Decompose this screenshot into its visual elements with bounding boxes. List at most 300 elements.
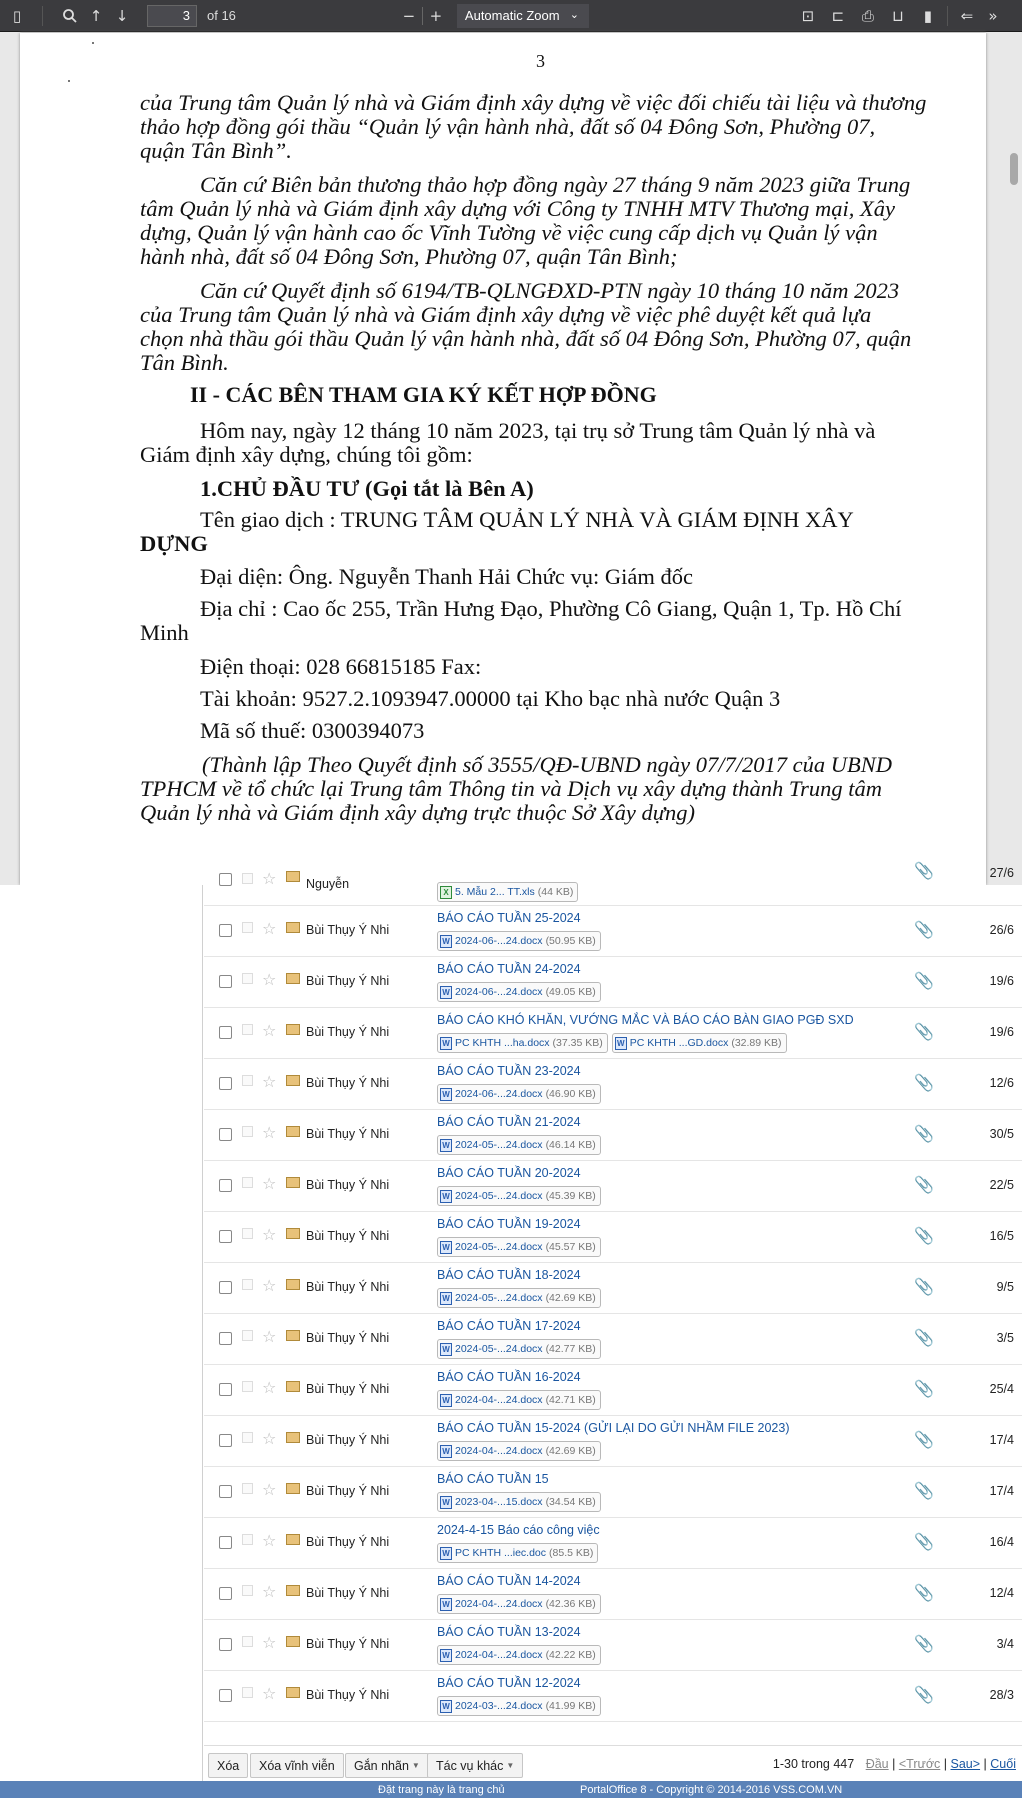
flag-icon[interactable] <box>242 922 253 933</box>
row-checkbox[interactable] <box>219 1179 232 1192</box>
paperclip-icon: 📎 <box>914 1073 934 1092</box>
row-checkbox[interactable] <box>219 1536 232 1549</box>
table-row[interactable] <box>204 1110 1022 1161</box>
star-icon[interactable]: ☆ <box>262 869 277 888</box>
sender-name: Nguyễn <box>306 877 350 891</box>
sender-name: Bùi Thụy Ý Nhi <box>306 1637 390 1651</box>
sender-name: Bùi Thụy Ý Nhi <box>306 1076 390 1090</box>
envelope-icon <box>286 1279 300 1290</box>
attachment-size: (42.69 KB) <box>545 1292 596 1304</box>
message-date: 30/5 <box>989 1127 1014 1141</box>
attachment-list <box>437 1339 601 1359</box>
row-checkbox[interactable] <box>219 1485 232 1498</box>
flag-icon[interactable] <box>242 1228 253 1239</box>
message-subject[interactable]: BÁO CÁO TUẦN 18-2024 <box>437 1268 581 1282</box>
table-row[interactable] <box>204 1212 1022 1263</box>
sender-name: Bùi Thụy Ý Nhi <box>306 923 390 937</box>
flag-icon[interactable] <box>242 1024 253 1035</box>
list-action-bar <box>204 1745 1022 1781</box>
table-row[interactable] <box>204 1161 1022 1212</box>
word-file-icon: W <box>440 1343 452 1356</box>
message-subject[interactable]: BÁO CÁO TUẦN 15-2024 (GỬI LẠI DO GỬI NHẦM FILE 2023) <box>437 1421 790 1435</box>
attachment-list <box>437 1543 598 1563</box>
attachment-list <box>437 1441 601 1461</box>
envelope-icon <box>286 1432 300 1443</box>
attachment-size: (42.36 KB) <box>545 1598 596 1610</box>
sender-name: Bùi Thụy Ý Nhi <box>306 1178 390 1192</box>
copyright-text: PortalOffice 8 - Copyright © 2014-2016 VSS.COM.VN <box>580 1783 843 1796</box>
flag-icon[interactable] <box>242 1636 253 1647</box>
sender-name: Bùi Thụy Ý Nhi <box>306 1535 390 1549</box>
attachment-size: (50.95 KB) <box>545 935 596 947</box>
attachment-name: 2024-06-...24.docx <box>455 1088 543 1100</box>
attachment-size: (44 KB) <box>537 886 574 898</box>
attachment-chip[interactable] <box>437 882 578 902</box>
attachment-name: 2024-03-...24.docx <box>455 1700 543 1712</box>
row-checkbox[interactable] <box>219 1332 232 1345</box>
zoom-out-icon[interactable]: − <box>402 6 416 25</box>
row-checkbox[interactable] <box>219 1689 232 1702</box>
document-line: Mã số thuế: 0300394073 <box>200 718 425 743</box>
star-icon[interactable]: ☆ <box>262 1327 277 1346</box>
message-date: 3/5 <box>996 1331 1014 1345</box>
sender-name: Bùi Thụy Ý Nhi <box>306 1127 390 1141</box>
word-file-icon: W <box>440 1241 452 1254</box>
star-icon[interactable]: ☆ <box>262 1225 277 1244</box>
word-file-icon: W <box>440 1394 452 1407</box>
sender-name: Bùi Thụy Ý Nhi <box>306 1280 390 1294</box>
print-icon[interactable]: ⎙ <box>861 6 874 25</box>
flag-icon[interactable] <box>242 1279 253 1290</box>
attachment-chip[interactable] <box>437 1390 601 1410</box>
attachment-chip[interactable] <box>437 1033 608 1053</box>
star-icon[interactable]: ☆ <box>262 1123 277 1142</box>
pdf-scrollbar[interactable] <box>1005 33 1022 885</box>
message-date: 16/4 <box>989 1535 1014 1549</box>
flag-icon[interactable] <box>242 1381 253 1392</box>
envelope-icon <box>286 1381 300 1392</box>
pdf-page <box>20 33 986 885</box>
flag-icon[interactable] <box>242 1177 253 1188</box>
attachment-list <box>437 931 601 951</box>
table-row[interactable] <box>204 1671 1022 1722</box>
attachment-chip[interactable] <box>437 1237 601 1257</box>
message-date: 17/4 <box>989 1484 1014 1498</box>
caret-down-icon: ▼ <box>411 1761 420 1770</box>
pdf-page-area <box>0 33 1022 885</box>
document-line: Căn cứ Quyết định số 6194/TB-QLNGĐXD-PTN ngày 10 tháng 10 năm 2023 <box>200 278 900 303</box>
attachment-list <box>437 1084 601 1104</box>
table-row[interactable] <box>204 1263 1022 1314</box>
attachment-size: (45.39 KB) <box>545 1190 596 1202</box>
message-subject[interactable]: BÁO CÁO TUẦN 16-2024 <box>437 1370 581 1384</box>
star-icon[interactable]: ☆ <box>262 1633 277 1652</box>
word-file-icon: W <box>440 1190 452 1203</box>
table-row[interactable] <box>204 1518 1022 1569</box>
message-date: 27/6 <box>989 866 1014 880</box>
set-homepage-link[interactable]: Đặt trang này là trang chủ <box>378 1783 505 1796</box>
message-date: 22/5 <box>989 1178 1014 1192</box>
scan-speck <box>68 80 70 82</box>
message-subject[interactable]: BÁO CÁO TUẦN 12-2024 <box>437 1676 581 1690</box>
envelope-icon <box>286 922 300 933</box>
attachment-size: (41.99 KB) <box>545 1700 596 1712</box>
table-row[interactable] <box>204 906 1022 957</box>
chevron-down-icon: ⌄ <box>569 8 579 21</box>
attachment-size: (34.54 KB) <box>545 1496 596 1508</box>
attachment-list <box>437 1186 601 1206</box>
row-checkbox[interactable] <box>219 1434 232 1447</box>
paperclip-icon: 📎 <box>914 1634 934 1653</box>
sender-name: Bùi Thụy Ý Nhi <box>306 1331 390 1345</box>
more-actions-text: Tác vụ khác <box>436 1758 504 1773</box>
row-checkbox[interactable] <box>219 1383 232 1396</box>
message-subject[interactable]: 2024-4-15 Báo cáo công việc <box>437 1523 600 1537</box>
star-icon[interactable]: ☆ <box>262 1378 277 1397</box>
table-row[interactable] <box>204 1467 1022 1518</box>
flag-icon[interactable] <box>242 1330 253 1341</box>
envelope-icon <box>286 1534 300 1545</box>
more-actions-dropdown[interactable] <box>427 1753 523 1778</box>
word-file-icon: W <box>440 1139 452 1152</box>
row-checkbox[interactable] <box>219 1230 232 1243</box>
previous-page-icon[interactable]: ↑ <box>89 6 103 25</box>
paperclip-icon: 📎 <box>914 1124 934 1143</box>
zoom-in-icon[interactable]: + <box>429 6 443 25</box>
paperclip-icon: 📎 <box>914 1532 934 1551</box>
message-date: 3/4 <box>996 1637 1014 1651</box>
attachment-size: (45.57 KB) <box>545 1241 596 1253</box>
word-file-icon: W <box>440 1598 452 1611</box>
document-line: quận Tân Bình”. <box>140 138 292 163</box>
attachment-list <box>437 982 601 1002</box>
document-line: Đại diện: Ông. Nguyễn Thanh Hải Chức vụ: Giám đốc <box>200 564 693 589</box>
paperclip-icon: 📎 <box>914 1430 934 1449</box>
star-icon[interactable]: ☆ <box>262 1582 277 1601</box>
excel-file-icon: X <box>440 886 452 899</box>
attachment-list <box>437 1492 601 1512</box>
pager-sep: | <box>892 1757 899 1771</box>
prev-page-link[interactable]: <Trước <box>898 1757 941 1771</box>
star-icon[interactable]: ☆ <box>262 970 277 989</box>
word-file-icon: W <box>440 1088 452 1101</box>
pager-sep: | <box>983 1757 991 1771</box>
document-line: của Trung tâm Quản lý nhà và Giám định xây dựng về việc đối chiếu tài liệu và thương <box>140 90 927 115</box>
row-checkbox[interactable] <box>219 1281 232 1294</box>
star-icon[interactable]: ☆ <box>262 1684 277 1703</box>
page-count-label: of 16 <box>207 8 236 23</box>
attachment-name: 2023-04-...15.docx <box>455 1496 543 1508</box>
attachment-size: (85.5 KB) <box>549 1547 594 1559</box>
attachment-list <box>437 1033 787 1053</box>
last-page-link[interactable]: Cuối <box>990 1757 1016 1771</box>
message-date: 19/6 <box>989 1025 1014 1039</box>
table-row[interactable] <box>204 1569 1022 1620</box>
first-page-link[interactable]: Đầu <box>865 1757 889 1771</box>
document-line: TPHCM về tổ chức lại Trung tâm Thông tin và Dịch vụ xây dựng thành Trung tâm <box>140 776 883 801</box>
page-number: 3 <box>536 51 545 71</box>
flag-icon[interactable] <box>242 1126 253 1137</box>
envelope-icon <box>286 1330 300 1341</box>
star-icon[interactable]: ☆ <box>262 1072 277 1091</box>
attachment-name: 2024-05-...24.docx <box>455 1139 543 1151</box>
attachment-name: 2024-04-...24.docx <box>455 1598 543 1610</box>
attachment-chip[interactable] <box>437 1135 601 1155</box>
attachment-name: PC KHTH ...iec.doc <box>455 1547 547 1559</box>
flag-icon[interactable] <box>242 1585 253 1596</box>
word-file-icon: W <box>440 1649 452 1662</box>
flag-icon[interactable] <box>242 873 253 884</box>
envelope-icon <box>286 1585 300 1596</box>
open-file-icon[interactable]: ⊏ <box>831 6 845 25</box>
next-page-link[interactable]: Sau> <box>950 1757 981 1771</box>
attachment-size: (42.71 KB) <box>545 1394 596 1406</box>
envelope-icon <box>286 1075 300 1086</box>
attachment-name: 2024-04-...24.docx <box>455 1649 543 1661</box>
star-icon[interactable]: ☆ <box>262 1021 277 1040</box>
message-date: 19/6 <box>989 974 1014 988</box>
attachment-chip[interactable] <box>437 1186 601 1206</box>
message-date: 28/3 <box>989 1688 1014 1702</box>
envelope-icon <box>286 1636 300 1647</box>
attachment-list <box>437 1288 601 1308</box>
flag-icon[interactable] <box>242 973 253 984</box>
table-row[interactable] <box>204 1416 1022 1467</box>
attachment-list <box>437 1237 601 1257</box>
attachment-name: PC KHTH ...ha.docx <box>455 1037 550 1049</box>
word-file-icon: W <box>615 1037 627 1050</box>
envelope-icon <box>286 973 300 984</box>
sender-name: Bùi Thụy Ý Nhi <box>306 1688 390 1702</box>
attachment-name: 2024-05-...24.docx <box>455 1190 543 1202</box>
word-file-icon: W <box>440 1292 452 1305</box>
message-date: 12/6 <box>989 1076 1014 1090</box>
page-number-input[interactable] <box>147 5 197 27</box>
next-page-icon[interactable]: ↓ <box>115 6 129 25</box>
star-icon[interactable]: ☆ <box>262 919 277 938</box>
word-file-icon: W <box>440 1700 452 1713</box>
sidebar-toggle-icon[interactable]: ▯ <box>12 6 22 25</box>
sender-name: Bùi Thụy Ý Nhi <box>306 1484 390 1498</box>
table-row[interactable] <box>204 1008 1022 1059</box>
star-icon[interactable]: ☆ <box>262 1276 277 1295</box>
document-line: thảo hợp đồng gói thầu “Quản lý vận hành nhà, đất số 04 Đông Sơn, Phường 07, <box>140 114 876 139</box>
flag-icon[interactable] <box>242 1534 253 1545</box>
attachment-size: (32.89 KB) <box>731 1037 782 1049</box>
document-line: Hôm nay, ngày 12 tháng 10 năm 2023, tại trụ sở Trung tâm Quản lý nhà và <box>200 418 876 443</box>
sender-name: Bùi Thụy Ý Nhi <box>306 1586 390 1600</box>
download-icon[interactable]: ⊔ <box>892 6 904 25</box>
attachment-list <box>437 1696 601 1716</box>
message-subject[interactable]: BÁO CÁO TUẦN 13-2024 <box>437 1625 581 1639</box>
attachment-name: 2024-04-...24.docx <box>455 1445 543 1457</box>
row-checkbox[interactable] <box>219 924 232 937</box>
attachment-size: (37.35 KB) <box>552 1037 603 1049</box>
message-subject[interactable]: BÁO CÁO TUẦN 24-2024 <box>437 962 581 976</box>
document-line: Quản lý nhà và Giám định xây dựng trực thuộc Sở Xây dựng) <box>140 800 695 825</box>
paperclip-icon: 📎 <box>914 1328 934 1347</box>
mail-left-pane <box>0 885 203 1781</box>
document-line: Điện thoại: 028 66815185 Fax: <box>200 654 482 679</box>
envelope-icon <box>286 1126 300 1137</box>
message-date: 16/5 <box>989 1229 1014 1243</box>
attachment-size: (42.69 KB) <box>545 1445 596 1457</box>
flag-icon[interactable] <box>242 1687 253 1698</box>
attachment-chip[interactable] <box>437 1441 601 1461</box>
document-line: hành nhà, đất số 04 Đông Sơn, Phường 07, quận Tân Bình; <box>140 244 678 269</box>
row-checkbox[interactable] <box>219 1026 232 1039</box>
sender-name: Bùi Thụy Ý Nhi <box>306 974 390 988</box>
toolbar-divider <box>42 6 43 26</box>
row-checkbox[interactable] <box>219 975 232 988</box>
message-subject[interactable]: BÁO CÁO TUẦN 14-2024 <box>437 1574 581 1588</box>
attachment-name: 5. Mẫu 2... TT.xls <box>455 886 535 898</box>
document-line: II - CÁC BÊN THAM GIA KÝ KẾT HỢP ĐỒNG <box>190 382 657 407</box>
document-line: dựng, Quản lý vận hành cao ốc Vĩnh Tường về việc cung cấp dịch vụ Quản lý vận <box>140 220 878 245</box>
table-row[interactable] <box>204 957 1022 1008</box>
row-checkbox[interactable] <box>219 1638 232 1651</box>
pagination-range: 1-30 trong 447 <box>772 1757 855 1771</box>
flag-icon[interactable] <box>242 1075 253 1086</box>
table-row[interactable] <box>204 1314 1022 1365</box>
message-date: 12/4 <box>989 1586 1014 1600</box>
message-subject[interactable]: BÁO CÁO TUẦN 25-2024 <box>437 911 581 925</box>
scrollbar-thumb[interactable] <box>1010 153 1018 185</box>
attachment-chip[interactable] <box>437 1594 601 1614</box>
paperclip-icon: 📎 <box>914 920 934 939</box>
paperclip-icon: 📎 <box>914 1481 934 1500</box>
envelope-icon <box>286 1177 300 1188</box>
message-subject[interactable]: BÁO CÁO TUẦN 23-2024 <box>437 1064 581 1078</box>
attachment-chip[interactable] <box>437 982 601 1002</box>
table-row[interactable] <box>204 1620 1022 1671</box>
attachment-chip[interactable] <box>612 1033 787 1053</box>
attachment-list <box>437 1645 601 1665</box>
attachment-size: (42.22 KB) <box>545 1649 596 1661</box>
message-date: 17/4 <box>989 1433 1014 1447</box>
sender-name: Bùi Thụy Ý Nhi <box>306 1025 390 1039</box>
document-line: Tân Bình. <box>140 350 229 375</box>
row-checkbox[interactable] <box>219 873 232 886</box>
delete-forever-button[interactable]: Xóa vĩnh viễn <box>250 1753 344 1778</box>
paperclip-icon: 📎 <box>914 1175 934 1194</box>
message-subject[interactable]: BÁO CÁO TUẦN 19-2024 <box>437 1217 581 1231</box>
document-line: DỰNG <box>140 531 208 556</box>
attachment-name: 2024-06-...24.docx <box>455 935 543 947</box>
paperclip-icon: 📎 <box>914 971 934 990</box>
message-subject[interactable]: BÁO CÁO TUẦN 15 <box>437 1472 549 1486</box>
label-dropdown-text: Gắn nhãn <box>354 1758 409 1773</box>
presentation-mode-icon[interactable]: ⊡ <box>801 6 815 25</box>
word-file-icon: W <box>440 1547 452 1560</box>
row-checkbox[interactable] <box>219 1077 232 1090</box>
sender-name: Bùi Thụy Ý Nhi <box>306 1382 390 1396</box>
search-icon[interactable] <box>57 3 83 29</box>
attachment-chip[interactable] <box>437 1492 601 1512</box>
attachment-name: 2024-05-...24.docx <box>455 1343 543 1355</box>
document-line: 1.CHỦ ĐẦU TƯ (Gọi tắt là Bên A) <box>200 476 534 501</box>
message-subject[interactable]: BÁO CÁO TUẦN 21-2024 <box>437 1115 581 1129</box>
scan-speck <box>92 42 94 44</box>
message-date: 25/4 <box>989 1382 1014 1396</box>
message-subject[interactable]: BÁO CÁO TUẦN 17-2024 <box>437 1319 581 1333</box>
attachment-chip[interactable] <box>437 1339 601 1359</box>
message-subject[interactable]: BÁO CÁO KHÓ KHĂN, VƯỚNG MẮC VÀ BÁO CÁO BÀN GIAO PGĐ SXD <box>437 1013 854 1027</box>
document-line: Căn cứ Biên bản thương thảo hợp đồng ngày 27 tháng 9 năm 2023 giữa Trung <box>200 172 911 197</box>
attachment-chip[interactable] <box>437 1288 601 1308</box>
envelope-icon <box>286 871 300 882</box>
star-icon[interactable]: ☆ <box>262 1174 277 1193</box>
document-line: Địa chỉ : Cao ốc 255, Trần Hưng Đạo, Phường Cô Giang, Quận 1, Tp. Hồ Chí <box>200 596 902 621</box>
message-date: 26/6 <box>989 923 1014 937</box>
zoom-select-value: Automatic Zoom <box>464 8 560 23</box>
star-icon[interactable]: ☆ <box>262 1480 277 1499</box>
mail-client <box>0 861 1022 1798</box>
star-icon[interactable]: ☆ <box>262 1429 277 1448</box>
word-file-icon: W <box>440 1496 452 1509</box>
flag-icon[interactable] <box>242 1483 253 1494</box>
delete-button[interactable]: Xóa <box>208 1753 248 1778</box>
envelope-icon <box>286 1024 300 1035</box>
attachment-chip[interactable] <box>437 1696 601 1716</box>
message-list <box>204 861 1022 1745</box>
table-row[interactable] <box>204 1365 1022 1416</box>
paperclip-icon: 📎 <box>914 1685 934 1704</box>
pagination <box>773 1757 1016 1771</box>
paperclip-icon: 📎 <box>914 1379 934 1398</box>
tools-icon[interactable]: » <box>988 6 998 25</box>
table-row[interactable] <box>204 1059 1022 1110</box>
label-dropdown[interactable] <box>345 1753 429 1778</box>
attachment-size: (46.14 KB) <box>545 1139 596 1151</box>
toolbar-divider <box>947 6 948 26</box>
attachment-list <box>437 882 578 902</box>
attachment-chip[interactable] <box>437 931 601 951</box>
pager-sep: | <box>943 1757 951 1771</box>
attachment-chip[interactable] <box>437 1543 598 1563</box>
word-file-icon: W <box>440 1445 452 1458</box>
attachment-size: (49.05 KB) <box>545 986 596 998</box>
attachment-chip[interactable] <box>437 1084 601 1104</box>
paperclip-icon: 📎 <box>914 1583 934 1602</box>
attachment-list <box>437 1594 601 1614</box>
word-file-icon: W <box>440 986 452 999</box>
caret-down-icon: ▼ <box>506 1761 515 1770</box>
attachment-chip[interactable] <box>437 1645 601 1665</box>
attachment-size: (46.90 KB) <box>545 1088 596 1100</box>
attachment-name: 2024-04-...24.docx <box>455 1394 543 1406</box>
attachment-name: 2024-05-...24.docx <box>455 1241 543 1253</box>
message-subject[interactable]: BÁO CÁO TUẦN 20-2024 <box>437 1166 581 1180</box>
back-arrow-icon[interactable]: ⇐ <box>960 6 974 25</box>
zoom-select[interactable] <box>457 4 589 28</box>
document-line: (Thành lập Theo Quyết định số 3555/QĐ-UBND ngày 07/7/2017 của UBND <box>202 752 892 777</box>
row-checkbox[interactable] <box>219 1587 232 1600</box>
bookmark-icon[interactable]: ▮ <box>923 6 933 25</box>
document-line: tâm Quản lý nhà và Giám định xây dựng với Công ty TNHH MTV Thương mại, Xây <box>140 196 895 221</box>
document-line: chọn nhà thầu gói thầu Quản lý vận hành nhà, đất số 04 Đông Sơn, Phường 07, quận <box>140 326 912 351</box>
document-line: Giám định xây dựng, chúng tôi gồm: <box>140 442 473 467</box>
row-checkbox[interactable] <box>219 1128 232 1141</box>
attachment-size: (42.77 KB) <box>545 1343 596 1355</box>
attachment-list <box>437 1135 601 1155</box>
envelope-icon <box>286 1483 300 1494</box>
table-row[interactable] <box>204 861 1022 906</box>
word-file-icon: W <box>440 1037 452 1050</box>
attachment-name: 2024-06-...24.docx <box>455 986 543 998</box>
star-icon[interactable]: ☆ <box>262 1531 277 1550</box>
flag-icon[interactable] <box>242 1432 253 1443</box>
